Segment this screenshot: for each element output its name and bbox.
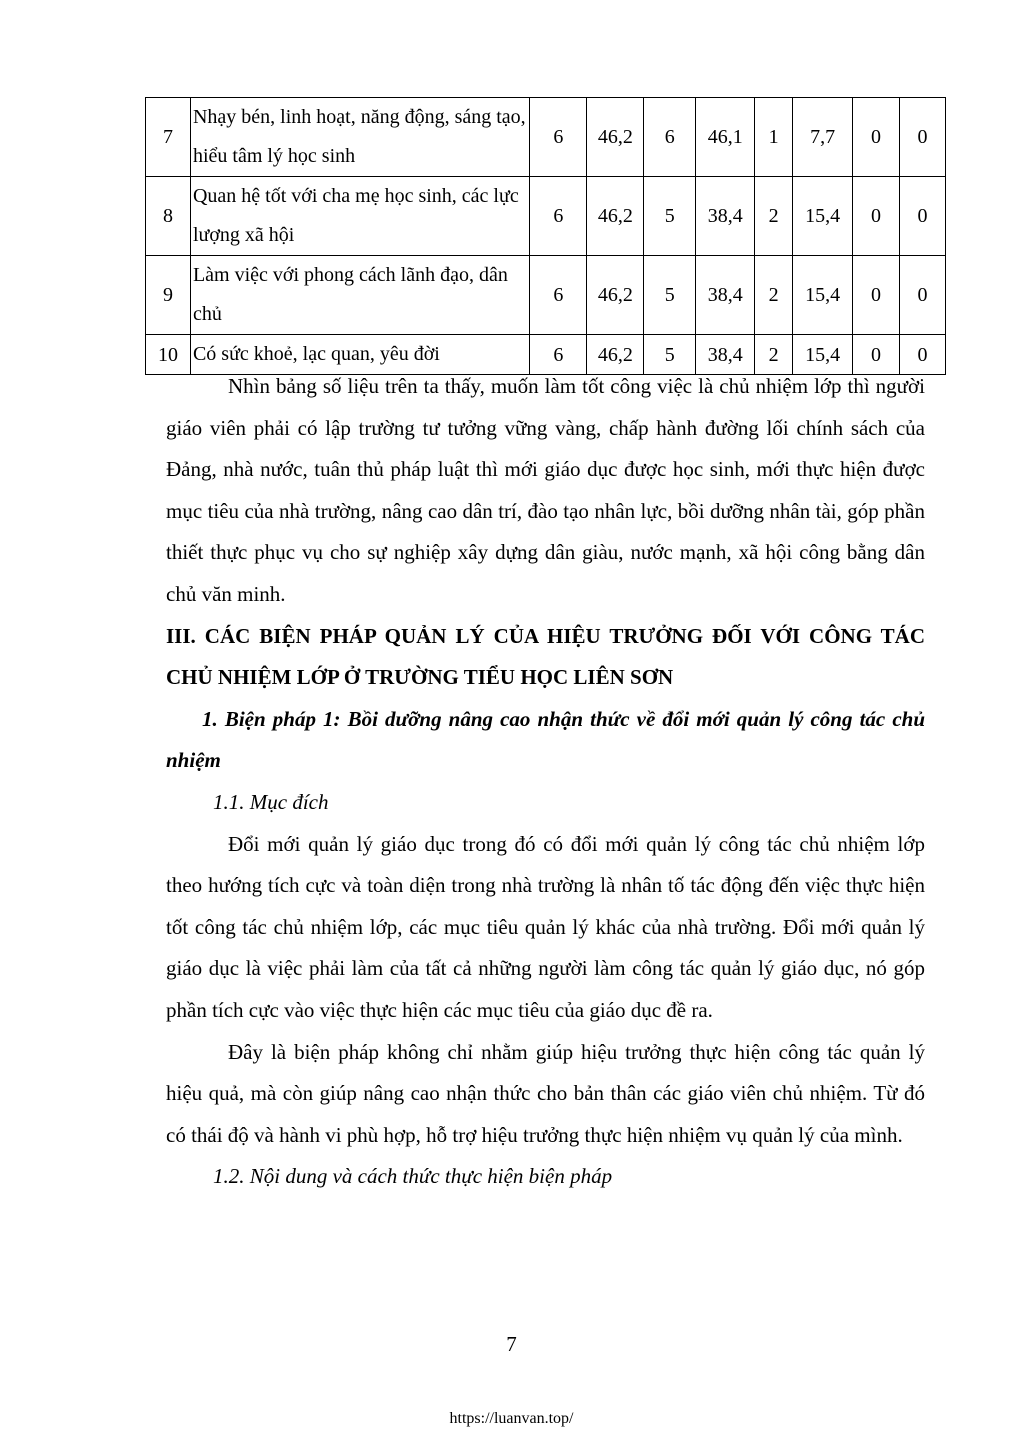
cell: 38,4 xyxy=(696,256,755,335)
cell: 46,2 xyxy=(587,256,644,335)
cell: 5 xyxy=(644,256,696,335)
table-row xyxy=(146,256,946,335)
cell: 5 xyxy=(644,177,696,256)
cell: 0 xyxy=(853,335,900,375)
cell: 6 xyxy=(530,335,587,375)
cell: 2 xyxy=(755,335,793,375)
cell: 38,4 xyxy=(696,177,755,256)
page-number: 7 xyxy=(506,1332,517,1356)
paragraph-purpose: Đổi mới quản lý giáo dục trong đó có đổi mới quản lý công tác chủ nhiệm lớp theo hướng tích cực và toàn diện trong nhà trường là nhân tố tác động đến việc thực hiện tốt công tác chủ nhiệm lớp, các mục tiêu quản lý khác của nhà trường. Đổi mới quản lý giáo dục là việc phải làm của tất cả những người làm công tác quản lý giáo dục, nó góp phần tích cực vào việc thực hiện các mục tiêu của giáo dục đề ra. xyxy=(166,831,925,1022)
cell: 0 xyxy=(853,177,900,256)
footer-url[interactable]: https://luanvan.top/ xyxy=(449,1410,574,1427)
cell: 46,2 xyxy=(587,335,644,375)
cell: 46,1 xyxy=(696,98,755,177)
subsection-content: 1.2. Nội dung và cách thức thực hiện biện pháp xyxy=(213,1164,613,1189)
cell: 7,7 xyxy=(793,98,853,177)
cell: 46,2 xyxy=(587,98,644,177)
row-number: 8 xyxy=(146,177,191,256)
subsection-purpose: 1.1. Mục đích xyxy=(213,789,329,814)
row-number: 9 xyxy=(146,256,191,335)
document-body xyxy=(166,366,925,1198)
row-description: Nhạy bén, linh hoạt, năng động, sáng tạo, hiểu tâm lý học sinh xyxy=(190,98,529,177)
cell: 6 xyxy=(530,256,587,335)
measure-heading: 1. Biện pháp 1: Bồi dưỡng nâng cao nhận thức về đổi mới quản lý công tác chủ nhiệm xyxy=(166,706,925,773)
cell: 6 xyxy=(530,98,587,177)
cell: 6 xyxy=(530,177,587,256)
cell: 15,4 xyxy=(793,256,853,335)
table-row xyxy=(146,98,946,177)
paragraph-measure: Đây là biện pháp không chỉ nhằm giúp hiệu trưởng thực hiện công tác quản lý hiệu quả, mà còn giúp nâng cao nhận thức cho bản thân các giáo viên chủ nhiệm. Từ đó có thái độ và hành vi phù hợp, hỗ trợ hiệu trưởng thực hiện nhiệm vụ quản lý của mình. xyxy=(166,1039,925,1147)
cell: 0 xyxy=(899,256,945,335)
cell: 38,4 xyxy=(696,335,755,375)
cell: 0 xyxy=(853,256,900,335)
cell: 15,4 xyxy=(793,177,853,256)
paragraph-analysis: Nhìn bảng số liệu trên ta thấy, muốn làm tốt công việc là chủ nhiệm lớp thì người giáo viên phải có lập trường tư tưởng vững vàng, chấp hành đường lối chính sách của Đảng, nhà nước, tuân thủ pháp luật thì mới giáo dục được học sinh, mới thực hiện được mục tiêu của nhà trường, nâng cao dân trí, đào tạo nhân lực, bồi dưỡng nhân tài, góp phần thiết thực phục vụ cho sự nghiệp xây dựng dân giàu, nước mạnh, xã hội công bằng dân chủ văn minh. xyxy=(166,374,925,606)
cell: 0 xyxy=(899,177,945,256)
cell: 2 xyxy=(755,177,793,256)
cell: 46,2 xyxy=(587,177,644,256)
cell: 0 xyxy=(853,98,900,177)
survey-table xyxy=(145,97,946,375)
cell: 0 xyxy=(899,98,945,177)
cell: 15,4 xyxy=(793,335,853,375)
cell: 2 xyxy=(755,256,793,335)
cell: 0 xyxy=(899,335,945,375)
row-description: Có sức khoẻ, lạc quan, yêu đời xyxy=(190,335,529,375)
cell: 1 xyxy=(755,98,793,177)
cell: 5 xyxy=(644,335,696,375)
cell: 6 xyxy=(644,98,696,177)
row-description: Quan hệ tốt với cha mẹ học sinh, các lực lượng xã hội xyxy=(190,177,529,256)
table-row xyxy=(146,177,946,256)
row-description: Làm việc với phong cách lãnh đạo, dân chủ xyxy=(190,256,529,335)
row-number: 10 xyxy=(146,335,191,375)
row-number: 7 xyxy=(146,98,191,177)
section-heading: III. CÁC BIỆN PHÁP QUẢN LÝ CỦA HIỆU TRƯỞNG ĐỐI VỚI CÔNG TÁC CHỦ NHIỆM LỚP Ở TRƯỜNG TIỂU HỌC LIÊN SƠN xyxy=(166,623,925,690)
